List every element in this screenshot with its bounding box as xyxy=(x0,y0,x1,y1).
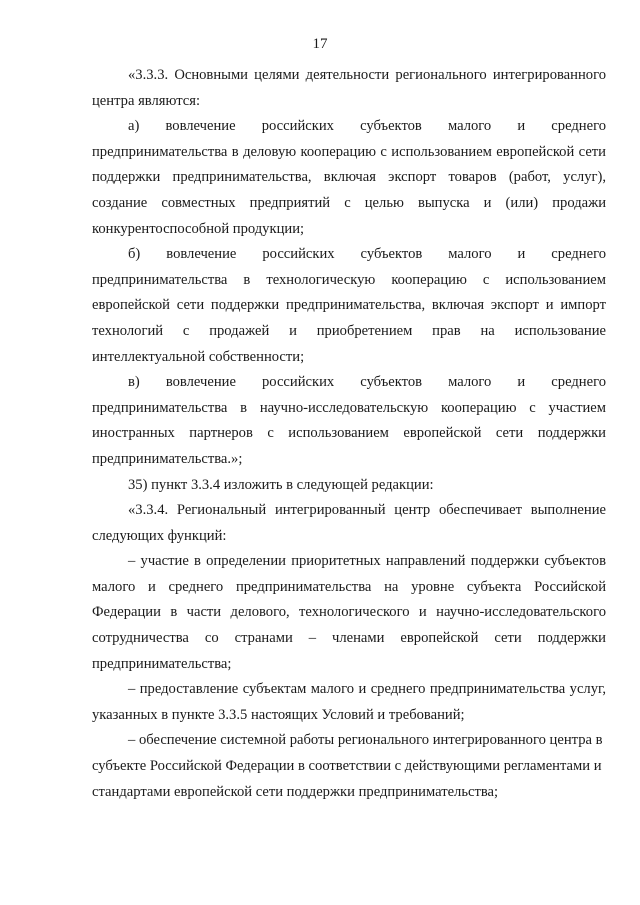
paragraph-function-systematic-work: – обеспечение системной работы регионального интегрированного центра в субъекте Российской Федерации в соответствии с действующими регламентами и стандартами европейской сети поддержки предпринимательства; xyxy=(92,732,603,800)
paragraph-point-35: 35) пункт 3.3.4 изложить в следующей редакции: xyxy=(128,476,434,493)
paragraph-3-3-3-intro: «3.3.3. Основными целями деятельности регионального интегрированного центра являются: xyxy=(92,67,606,109)
page-number: 17 xyxy=(312,36,328,52)
paragraph-item-b: б) вовлечение российских субъектов малого и среднего предпринимательства в технологическую кооперацию с использованием европейской сети поддержки предпринимательства, включая экспорт и импорт технологий с продажей и приобретением прав на использование интеллектуальной собственности; xyxy=(92,246,606,365)
document-body xyxy=(92,63,606,805)
paragraph-function-services: – предоставление субъектам малого и среднего предпринимательства услуг, указанных в пункте 3.3.5 настоящих Условий и требований; xyxy=(92,681,606,723)
paragraph-function-participation: – участие в определении приоритетных направлений поддержки субъектов малого и среднего предпринимательства на уровне субъекта Российской Федерации в части делового, технологического и научно-исследовательского сотрудничества со странами – членами европейской сети поддержки предпринимательства; xyxy=(92,553,606,672)
paragraph-3-3-4-intro: «3.3.4. Региональный интегрированный центр обеспечивает выполнение следующих функций: xyxy=(92,502,606,544)
paragraph-item-v: в) вовлечение российских субъектов малого и среднего предпринимательства в научно-исследовательскую кооперацию с участием иностранных партнеров с использованием европейской сети поддержки предпринимательства.»; xyxy=(92,374,606,467)
paragraph-item-a: а) вовлечение российских субъектов малого и среднего предпринимательства в деловую кооперацию с использованием европейской сети поддержки предпринимательства, включая экспорт товаров (работ, услуг), создание совместных предприятий с целью выпуска и (или) продажи конкурентоспособной продукции; xyxy=(92,118,606,237)
